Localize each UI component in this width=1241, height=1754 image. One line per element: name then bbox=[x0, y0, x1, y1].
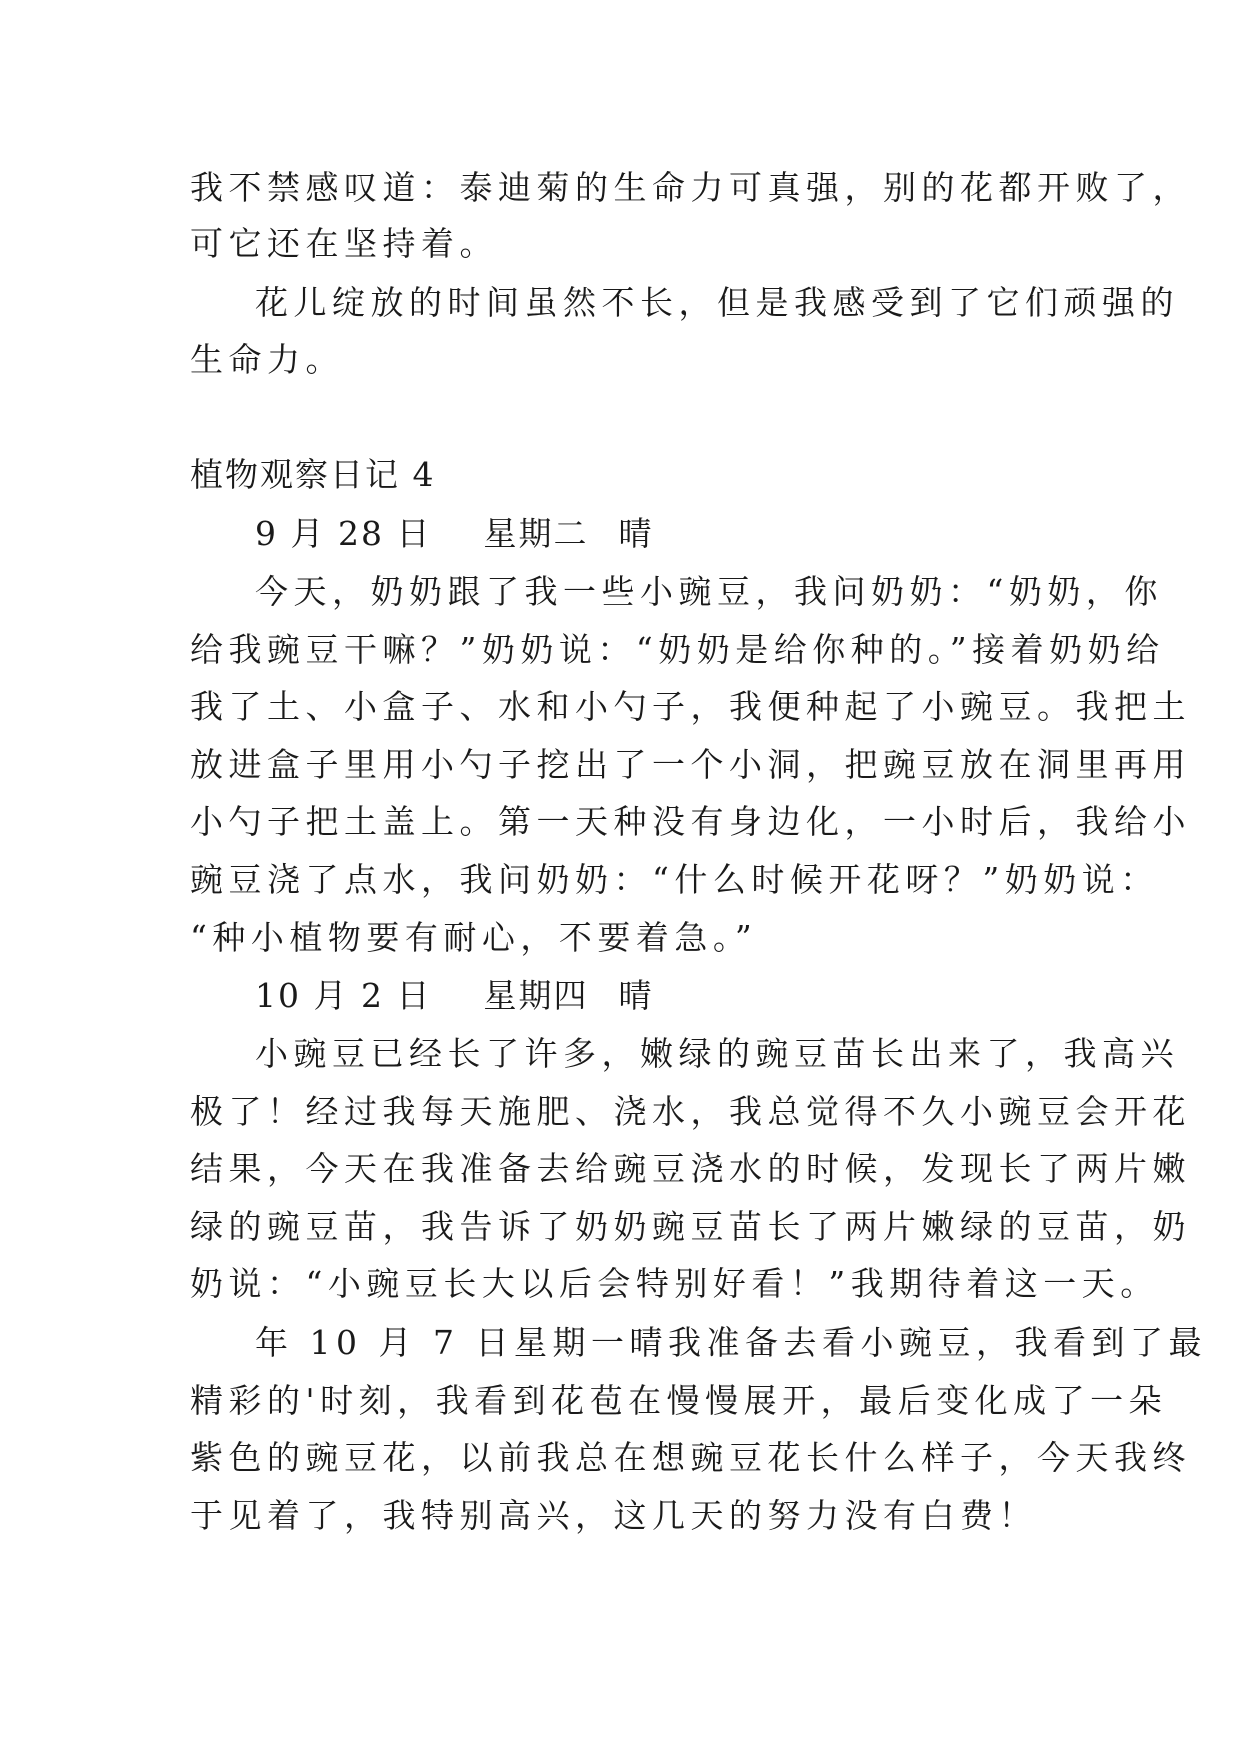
text-line: 可它还在坚持着。 bbox=[190, 224, 498, 263]
text-line: 小豌豆已经长了许多，嫩绿的豌豆苗长出来了，我高兴 bbox=[255, 1034, 1179, 1073]
text-line: 我了土、小盒子、水和小勺子，我便种起了小豌豆。我把土 bbox=[190, 687, 1191, 726]
entry-date-line bbox=[255, 976, 653, 1016]
text-line: “种小植物要有耐心，不要着急。” bbox=[190, 918, 758, 957]
entry-date: 9 月 28 日 bbox=[255, 514, 432, 553]
text-line: 结果，今天在我准备去给豌豆浇水的时候，发现长了两片嫩 bbox=[190, 1149, 1191, 1188]
text-line: 放进盒子里用小勺子挖出了一个小洞，把豌豆放在洞里再用 bbox=[190, 745, 1191, 784]
text-line: 花儿绽放的时间虽然不长，但是我感受到了它们顽强的 bbox=[255, 283, 1179, 322]
text-line: 今天，奶奶跟了我一些小豌豆，我问奶奶：“奶奶，你 bbox=[255, 572, 1163, 611]
text-line: 生命力。 bbox=[190, 340, 344, 379]
entry-weather: 晴 bbox=[618, 514, 654, 553]
text-line: 极了！经过我每天施肥、浇水，我总觉得不久小豌豆会开花 bbox=[190, 1092, 1191, 1131]
text-line: 精彩的'时刻，我看到花苞在慢慢展开，最后变化成了一朵 bbox=[190, 1381, 1168, 1420]
text-line: 我不禁感叹道：泰迪菊的生命力可真强，别的花都开败了， bbox=[190, 168, 1191, 207]
text-line: 年 10 月 7 日星期一晴我准备去看小豌豆，我看到了最 bbox=[255, 1323, 1207, 1362]
entry-weekday: 星期四 bbox=[483, 976, 589, 1015]
text-line: 豌豆浇了点水，我问奶奶：“什么时候开花呀？”奶奶说： bbox=[190, 860, 1159, 899]
text-line: 给我豌豆干嘛？”奶奶说：“奶奶是给你种的。”接着奶奶给 bbox=[190, 630, 1165, 669]
text-line: 奶说：“小豌豆长大以后会特别好看！”我期待着这一天。 bbox=[190, 1264, 1159, 1303]
entry-date: 10 月 2 日 bbox=[255, 976, 432, 1015]
section-title: 植物观察日记 4 bbox=[190, 455, 436, 494]
text-line: 绿的豌豆苗，我告诉了奶奶豌豆苗长了两片嫩绿的豆苗，奶 bbox=[190, 1207, 1191, 1246]
text-line: 小勺子把土盖上。第一天种没有身边化，一小时后，我给小 bbox=[190, 802, 1191, 841]
text-line: 于见着了，我特别高兴，这几天的努力没有白费！ bbox=[190, 1496, 1037, 1535]
text-line: 紫色的豌豆花，以前我总在想豌豆花长什么样子，今天我终 bbox=[190, 1438, 1191, 1477]
entry-weekday: 星期二 bbox=[483, 514, 589, 553]
entry-weather: 晴 bbox=[618, 976, 654, 1015]
entry-date-line bbox=[255, 514, 653, 554]
